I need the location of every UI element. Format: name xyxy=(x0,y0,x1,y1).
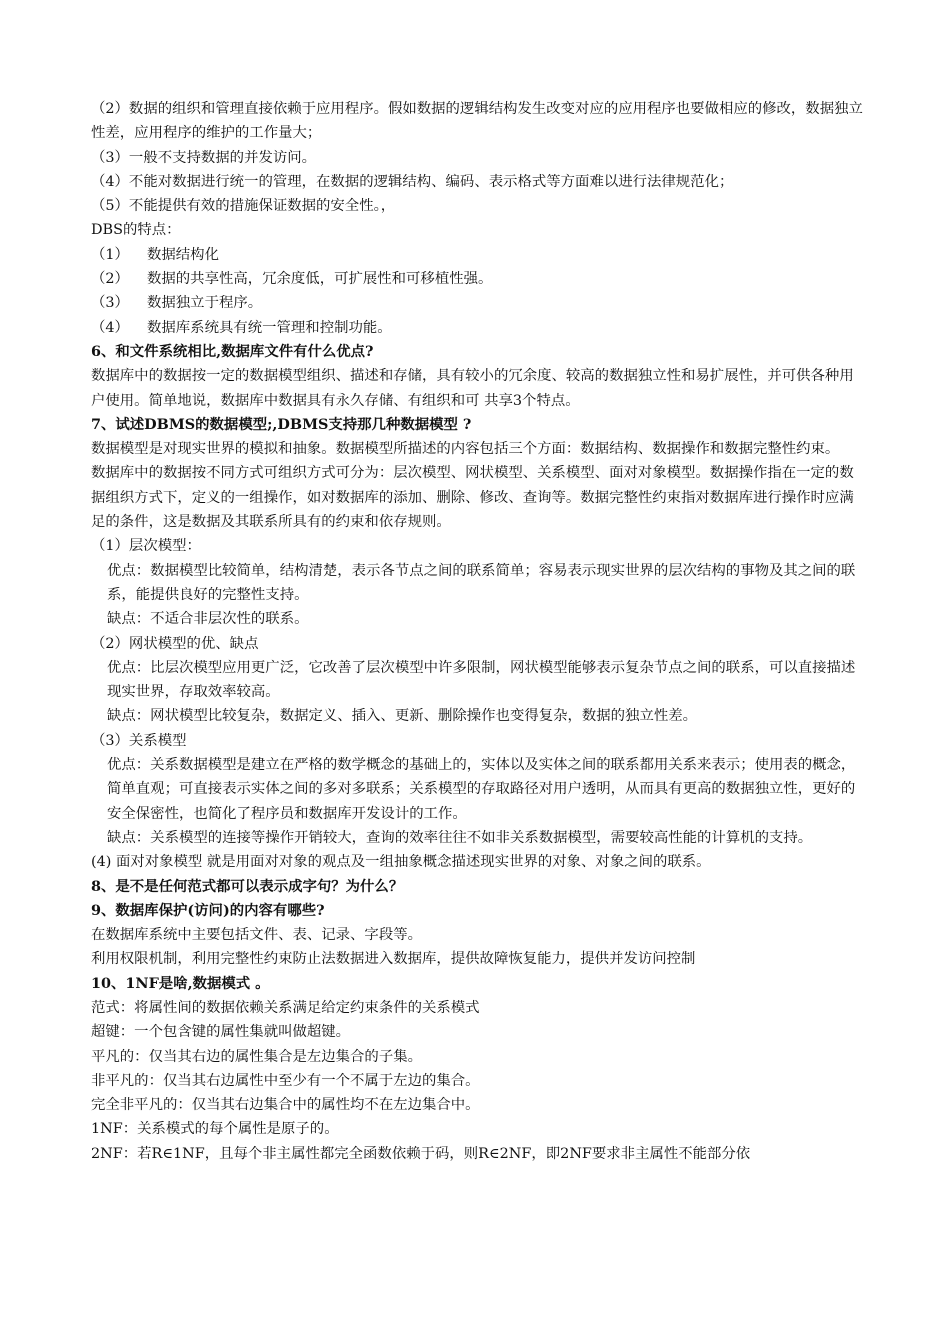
paragraph: （2）数据的组织和管理直接依赖于应用程序。假如数据的逻辑结构发生改变对应的应用程序也要做相应的修改，数据独立性差，应用程序的维护的工作量大； xyxy=(91,101,863,142)
paragraph: （4）不能对数据进行统一的管理，在数据的逻辑结构、编码、表示格式等方面难以进行法律规范化； xyxy=(91,173,734,190)
definition: 范式：将属性间的数据依赖关系满足给定约束条件的关系模式 xyxy=(91,999,480,1016)
paragraph: 缺点：不适合非层次性的联系。 xyxy=(107,611,309,628)
question-heading: 8、是不是任何范式都可以表示成字句？为什么？ xyxy=(91,877,404,895)
paragraph: 优点：关系数据模型是建立在严格的数学概念的基础上的，实体以及实体之间的联系都用关系来表示；使用表的概念，简单直观；可直接表示实体之间的多对多联系；关系模型的存取路径对用户透明，从而具有更高的数据独立性，更好的安全保密性，也简化了程序员和数据库开发设计的工作。 xyxy=(107,757,856,822)
paragraph: (4) 面对对象模型 就是用面对对象的观点及一组抽象概念描述现实世界的对象、对象之间的联系。 xyxy=(91,854,711,871)
paragraph: 利用权限机制，利用完整性约束防止法数据进入数据库，提供故障恢复能力，提供并发访问控制 xyxy=(91,951,696,968)
list-text: 数据结构化 xyxy=(147,246,219,263)
list-number: （3） xyxy=(91,295,129,312)
paragraph: 数据库中的数据按不同方式可组织方式可分为：层次模型、网状模型、关系模型、面对对象模型。数据操作指在一定的数据组织方式下，定义的一组操作，如对数据库的添加、删除、修改、查询等。数据完整性约束指对数据库进行操作时应满足的条件，这是数据及其联系所具有的约束和依存规则。 xyxy=(91,465,854,531)
paragraph: 优点：比层次模型应用更广泛，它改善了层次模型中许多限制，网状模型能够表示复杂节点之间的联系，可以直接描述现实世界，存取效率较高。 xyxy=(107,659,856,701)
list-text: 数据的共享性高，冗余度低，可扩展性和可移植性强。 xyxy=(147,271,493,288)
list-item xyxy=(91,291,865,315)
list-item xyxy=(91,243,865,267)
paragraph: DBS的特点： xyxy=(91,222,181,239)
paragraph: （3）一般不支持数据的并发访问。 xyxy=(91,149,317,166)
paragraph: 优点：数据模型比较简单，结构清楚，表示各节点之间的联系简单；容易表示现实世界的层次结构的事物及其之间的联系，能提供良好的完整性支持。 xyxy=(107,562,856,603)
definition: 完全非平凡的：仅当其右边集合中的属性均不在左边集合中。 xyxy=(91,1097,480,1114)
list-item xyxy=(91,267,865,291)
document-page xyxy=(91,97,865,1166)
list-text: 数据独立于程序。 xyxy=(147,295,263,312)
question-heading: 7、试述DBMS的数据模型;,DBMS支持那几种数据模型 ? xyxy=(91,415,472,433)
list-item xyxy=(91,316,865,340)
paragraph: （5）不能提供有效的措施保证数据的安全性。， xyxy=(91,198,396,215)
definition: 1NF：关系模式的每个属性是原子的。 xyxy=(91,1121,339,1138)
paragraph: 缺点：关系模型的连接等操作开销较大，查询的效率往往不如非关系数据模型，需要较高性能的计算机的支持。 xyxy=(107,829,813,846)
definition: 2NF：若R∈1NF，且每个非主属性都完全函数依赖于码，则R∈2NF，即2NF要求非主属性不能部分依 xyxy=(91,1145,751,1162)
list-number: （1） xyxy=(91,246,129,263)
question-heading: 9、数据库保护(访问)的内容有哪些? xyxy=(91,901,325,919)
definition: 非平凡的：仅当其右边属性中至少有一个不属于左边的集合。 xyxy=(91,1072,480,1089)
paragraph: 缺点：网状模型比较复杂，数据定义、插入、更新、删除操作也变得复杂，数据的独立性差。 xyxy=(107,708,698,725)
list-number: （2） xyxy=(91,271,129,288)
paragraph: 数据模型是对现实世界的模拟和抽象。数据模型所描述的内容包括三个方面：数据结构、数据操作和数据完整性约束。 xyxy=(91,441,840,458)
list-number: （4） xyxy=(91,319,129,336)
paragraph: 在数据库系统中主要包括文件、表、记录、字段等。 xyxy=(91,927,422,944)
paragraph: 数据库中的数据按一定的数据模型组织、描述和存储，具有较小的冗余度、较高的数据独立性和易扩展性，并可供各种用户使用。简单地说，数据库中数据具有永久存储、有组织和可 共享3个特点。 xyxy=(91,368,854,409)
definition: 超键：一个包含键的属性集就叫做超键。 xyxy=(91,1024,351,1041)
definition: 平凡的：仅当其右边的属性集合是左边集合的子集。 xyxy=(91,1048,422,1065)
list-text: 数据库系统具有统一管理和控制功能。 xyxy=(147,319,392,336)
subheading: （1）层次模型： xyxy=(91,538,201,555)
question-heading: 6、和文件系统相比,数据库文件有什么优点? xyxy=(91,342,374,360)
subheading: （3）关系模型 xyxy=(91,732,187,749)
question-heading: 10、1NF是啥,数据模式 。 xyxy=(91,974,270,992)
subheading: （2）网状模型的优、缺点 xyxy=(91,635,259,652)
